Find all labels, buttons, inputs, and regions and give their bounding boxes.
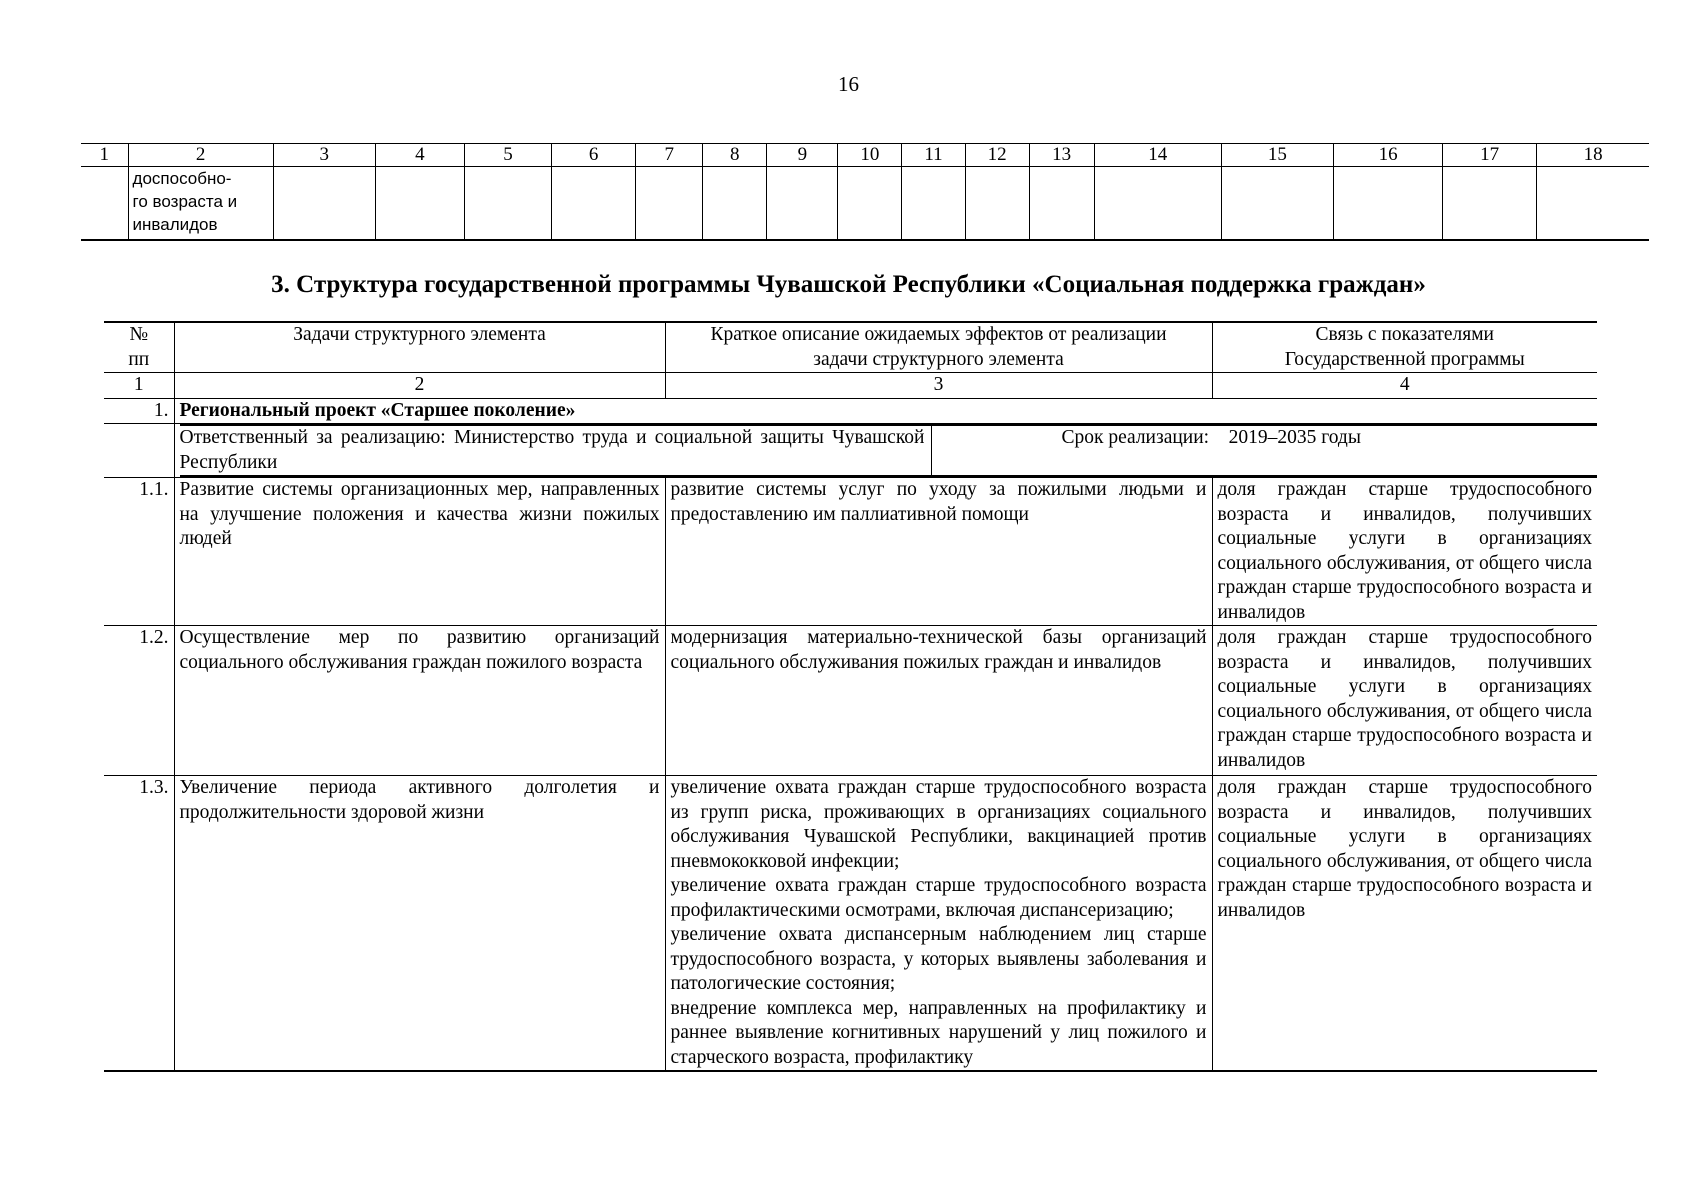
- page-number: 16: [838, 72, 859, 96]
- project-title: Региональный проект «Старшее поколение»: [174, 398, 1597, 424]
- column-number: 3: [665, 373, 1212, 399]
- term-label: Срок реализации:: [1061, 427, 1210, 448]
- column-number: 14: [1094, 144, 1221, 167]
- row-number: 1.1.: [104, 478, 174, 626]
- effect-item: внедрение комплекса мер, направленных на профилактику и раннее выявление когнитивных нарушений у лиц пожилого и старческого возраста, профилактику: [670, 997, 1207, 1068]
- column-number: 4: [375, 144, 464, 167]
- column-number: 11: [902, 144, 965, 167]
- project-info: [174, 424, 1597, 478]
- column-number: 5: [464, 144, 551, 167]
- project-info-row: [104, 424, 1597, 478]
- column-number: 4: [1212, 373, 1597, 399]
- column-number: 12: [965, 144, 1029, 167]
- column-number: 8: [703, 144, 767, 167]
- effects-cell: [665, 776, 1212, 1072]
- column-number: 1: [81, 144, 128, 167]
- project-title-row: [104, 398, 1597, 424]
- row-text-line: инвалидов: [132, 215, 218, 234]
- header-indicators: Связь с показателями Государственной программы: [1212, 322, 1597, 373]
- column-number: 17: [1443, 144, 1537, 167]
- column-number: 1: [104, 373, 174, 399]
- column-number-row: [81, 144, 1649, 167]
- row-number: 1.3.: [104, 776, 174, 1072]
- effect-item: увеличение охвата граждан старше трудоспособного возраста профилактическими осмотрами, включая диспансеризацию;: [670, 875, 1207, 921]
- project-number: 1.: [104, 398, 174, 424]
- task-cell: Осуществление мер по развитию организаций социального обслуживания граждан пожилого возраста: [174, 626, 665, 776]
- row-text-line: доспособно-: [132, 169, 232, 188]
- effects-cell: [665, 478, 1212, 626]
- header-tasks: Задачи структурного элемента: [174, 322, 665, 373]
- effect-item: увеличение охвата диспансерным наблюдением лиц старше трудоспособного возраста, у которых выявлены заболевания и патологические состояния;: [670, 924, 1207, 994]
- header-effects: Краткое описание ожидаемых эффектов от реализации задачи структурного элемента: [665, 322, 1212, 373]
- indicator-cell: доля граждан старше трудоспособного возраста и инвалидов, получивших социальные услуги в организациях социального обслуживания, от общего числа граждан старше трудоспособного возраста и инвалидов: [1212, 626, 1597, 776]
- indicator-cell: доля граждан старше трудоспособного возраста и инвалидов, получивших социальные услуги в организациях социального обслуживания, от общего числа граждан старше трудоспособного возраста и инвалидов: [1212, 478, 1597, 626]
- column-number: 7: [636, 144, 703, 167]
- row-text-cell: [128, 167, 273, 241]
- column-number: 2: [128, 144, 273, 167]
- column-number: 2: [174, 373, 665, 399]
- effects-cell: [665, 626, 1212, 776]
- row-text-line: го возраста и: [132, 192, 238, 211]
- section-title: 3. Структура государственной программы Чувашской Республики «Социальная поддержка граждан»: [271, 271, 1426, 298]
- effect-item: увеличение охвата граждан старше трудоспособного возраста из групп риска, проживающих в организациях социального обслуживания Чувашской Республики, вакцинацией против пневмококковой инфекции;: [670, 777, 1207, 872]
- continuation-table: [81, 143, 1649, 241]
- header-number: № пп: [104, 322, 174, 373]
- column-number: 9: [767, 144, 838, 167]
- responsible: Ответственный за реализацию: Министерство труда и социальной защиты Чувашской Республики: [180, 425, 932, 476]
- column-number: 13: [1029, 144, 1094, 167]
- column-number: 18: [1537, 144, 1649, 167]
- table-row: [104, 776, 1597, 1072]
- column-number: 6: [552, 144, 636, 167]
- effect-item: модернизация материально-технической базы организаций социального обслуживания пожилых граждан и инвалидов: [670, 627, 1207, 673]
- task-cell: Развитие системы организационных мер, направленных на улучшение положения и качества жизни пожилых людей: [174, 478, 665, 626]
- column-number: 15: [1221, 144, 1333, 167]
- task-cell: Увеличение периода активного долголетия и продолжительности здоровой жизни: [174, 776, 665, 1072]
- implementation-term: [931, 425, 1597, 476]
- term-value: 2019–2035 годы: [1228, 427, 1361, 448]
- column-number: 3: [273, 144, 375, 167]
- indicator-cell: доля граждан старше трудоспособного возраста и инвалидов, получивших социальные услуги в организациях социального обслуживания, от общего числа граждан старше трудоспособного возраста и инвалидов: [1212, 776, 1597, 1072]
- structure-table: [104, 321, 1597, 1072]
- column-number: 16: [1334, 144, 1443, 167]
- table-row: [81, 167, 1649, 241]
- header-row: [104, 322, 1597, 373]
- column-number-row: [104, 373, 1597, 399]
- table-row: [104, 478, 1597, 626]
- column-number: 10: [838, 144, 902, 167]
- table-row: [104, 626, 1597, 776]
- row-number: 1.2.: [104, 626, 174, 776]
- effect-item: развитие системы услуг по уходу за пожилыми людьми и предоставлению им паллиативной помощи: [670, 479, 1207, 525]
